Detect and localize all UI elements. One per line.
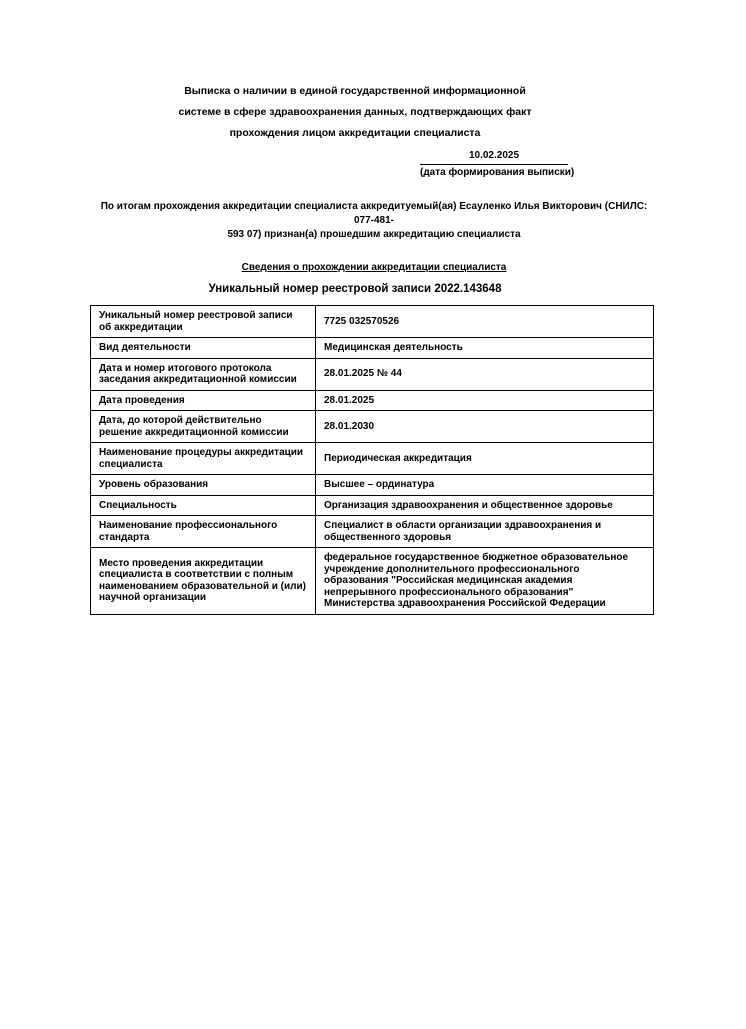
row-label-cell: Место проведения аккредитации специалиста в соответствии с полным наименованием образовательной и (или) научной организации (91, 548, 316, 615)
row-value-cell: Медицинская деятельность (316, 338, 654, 359)
row-value-cell: Высшее – ординатура (316, 475, 654, 496)
intro-paragraph (90, 200, 658, 242)
intro-paragraph-line-1: По итогам прохождения аккредитации специалиста аккредитуемый(ая) Есауленко Илья Викторович (СНИЛС: 077-481- (100, 201, 648, 226)
row-value-cell: Организация здравоохранения и общественное здоровье (316, 495, 654, 516)
row-label-cell: Вид деятельности (91, 338, 316, 359)
row-label-cell: Уровень образования (91, 475, 316, 496)
row-label-cell: Специальность (91, 495, 316, 516)
row-label-cell: Наименование процедуры аккредитации специалиста (91, 443, 316, 475)
row-value-cell: 7725 032570526 (316, 306, 654, 338)
issue-date-caption: (дата формирования выписки) (420, 167, 575, 178)
row-label-cell: Уникальный номер реестровой записи об аккредитации (91, 306, 316, 338)
document-title (71, 81, 639, 144)
document-title-line-3: прохождения лицом аккредитации специалиста (229, 127, 481, 139)
row-value-cell: Периодическая аккредитация (316, 443, 654, 475)
row-value-cell: федеральное государственное бюджетное образовательное учреждение дополнительного профессионального образования "Российская медицинская академия непрерывного профессионального образования" Министерства здравоохранения Российской Федерации (316, 548, 654, 615)
row-value-cell: Специалист в области организации здравоохранения и общественного здоровья (316, 516, 654, 548)
row-value-cell: 28.01.2030 (316, 411, 654, 443)
row-label-cell: Дата и номер итогового протокола заседания аккредитационной комиссии (91, 358, 316, 390)
table-row (91, 443, 654, 475)
issue-date-value: 10.02.2025 (420, 149, 568, 165)
table-row (91, 475, 654, 496)
table-row (91, 411, 654, 443)
table-row (91, 306, 654, 338)
table-row (91, 358, 654, 390)
table-row (91, 495, 654, 516)
row-value-cell: 28.01.2025 № 44 (316, 358, 654, 390)
intro-paragraph-line-2: 593 07) признан(а) прошедшим аккредитацию специалиста (227, 229, 521, 240)
registry-number-heading: Уникальный номер реестровой записи 2022.143648 (208, 283, 502, 295)
issue-date-block (420, 149, 575, 179)
table-row (91, 338, 654, 359)
table-row (91, 390, 654, 411)
accreditation-table (90, 305, 654, 615)
table-row (91, 516, 654, 548)
row-value-cell: 28.01.2025 (316, 390, 654, 411)
section-heading: Сведения о прохождении аккредитации специалиста (241, 262, 507, 273)
document-title-line-2: системе в сфере здравоохранения данных, подтверждающих факт (178, 106, 532, 118)
row-label-cell: Дата проведения (91, 390, 316, 411)
document-title-line-1: Выписка о наличии в единой государственной информационной (184, 85, 526, 97)
row-label-cell: Дата, до которой действительно решение аккредитационной комиссии (91, 411, 316, 443)
row-label-cell: Наименование профессионального стандарта (91, 516, 316, 548)
table-row (91, 548, 654, 615)
